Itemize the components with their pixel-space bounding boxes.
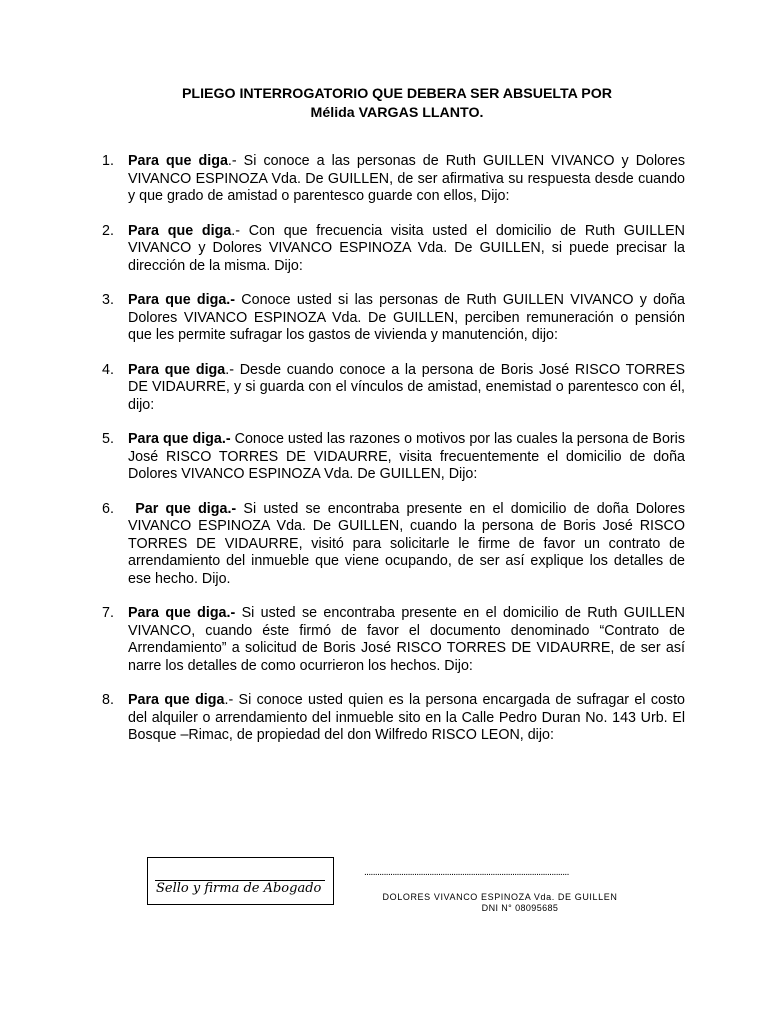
question-number: 5.: [102, 431, 114, 447]
question-text: Si usted se encontraba presente en el domicilio de Ruth GUILLEN VIVANCO, cuando éste firmó de favor el documento denominado “Contrato de Arrendamiento” a solicitud de Boris José RISCO TORRES DE VIDAURRE, de ser así narre los detalles de como ocurrieron los hechos. Dijo:: [128, 605, 685, 674]
question-item: [102, 605, 685, 675]
question-text: Si usted se encontraba presente en el domicilio de doña Dolores VIVANCO ESPINOZA Vda. De GUILLEN, cuando la persona de Boris José RISCO TORRES DE VIDAURRE, visitó para solicitarle le firme de favor un contrato de arrendamiento del inmueble que viene ocupando, de ser así explique los detalles de ese hecho. Dijo.: [128, 500, 685, 587]
question-lead: Para que diga.-: [128, 431, 231, 447]
lawyer-stamp-box: [147, 857, 334, 905]
question-list: [102, 153, 685, 762]
question-lead: Para que diga: [128, 153, 228, 169]
question-lead: Para que diga.-: [128, 605, 236, 621]
question-item: [102, 500, 685, 589]
question-item: [102, 292, 685, 345]
question-lead: Para que diga: [128, 692, 225, 708]
question-text: .- Desde cuando conoce a la persona de Boris José RISCO TORRES DE VIDAURRE, y si guarda con el vínculos de amistad, enemistad o parentesco con él, dijo:: [128, 361, 685, 413]
question-text: .- Si conoce usted quien es la persona encargada de sufragar el costo del alquiler o arrendamiento del inmueble sito en la Calle Pedro Duran No. 143 Urb. El Bosque –Rimac, de propiedad del don Wilfredo RISCO LEON, dijo:: [128, 692, 685, 743]
question-number: 3.: [102, 292, 114, 308]
question-text: Conoce usted si las personas de Ruth GUILLEN VIVANCO y doña Dolores VIVANCO ESPINOZA Vda. De GUILLEN, perciben remuneración o pensión que les permite sufragar los gastos de vivienda y manutención, dijo:: [128, 292, 685, 343]
signatory-dni: DNI N° 08095685: [481, 903, 559, 913]
question-number: 8.: [102, 692, 114, 708]
question-item: [102, 431, 685, 484]
title-line-2: Mélida VARGAS LLANTO.: [310, 105, 484, 121]
question-number: 7.: [102, 605, 114, 621]
question-number: 1.: [102, 153, 114, 169]
question-number: 6.: [102, 500, 114, 517]
title-line-1: PLIEGO INTERROGATORIO QUE DEBERA SER ABSUELTA POR: [181, 86, 613, 102]
signature-dotted-line: ..............................................................................................: [364, 867, 569, 878]
question-lead: Para que diga.-: [128, 292, 236, 308]
lawyer-box-label: Sello y firma de Abogado: [156, 881, 322, 896]
document-title: [0, 85, 768, 123]
question-text: .- Con que frecuencia visita usted el domicilio de Ruth GUILLEN VIVANCO y Dolores VIVANCO ESPINOZA Vda. De GUILLEN, si puede precisar la dirección de la misma. Dijo:: [128, 222, 685, 274]
question-lead: Para que diga: [128, 361, 226, 378]
signatory-name: DOLORES VIVANCO ESPINOZA Vda. DE GUILLEN: [382, 892, 618, 902]
question-item: [102, 222, 685, 276]
question-lead: Para que diga: [128, 222, 232, 239]
question-text: Conoce usted las razones o motivos por las cuales la persona de Boris José RISCO TORRES DE VIDAURRE, visita frecuentemente el domicilio de doña Dolores VIVANCO ESPINOZA Vda. De GUILLEN, Dijo:: [128, 431, 685, 482]
question-item: [102, 153, 685, 206]
question-number: 4.: [102, 361, 114, 378]
question-lead: Par que diga.-: [128, 500, 237, 517]
question-number: 2.: [102, 222, 114, 239]
question-text: .- Si conoce a las personas de Ruth GUILLEN VIVANCO y Dolores VIVANCO ESPINOZA Vda. De GUILLEN, de ser afirmativa su respuesta desde cuando y que grado de amistad o parentesco guarde con ellos, Dijo:: [128, 153, 685, 204]
question-item: [102, 361, 685, 415]
question-item: [102, 692, 685, 745]
